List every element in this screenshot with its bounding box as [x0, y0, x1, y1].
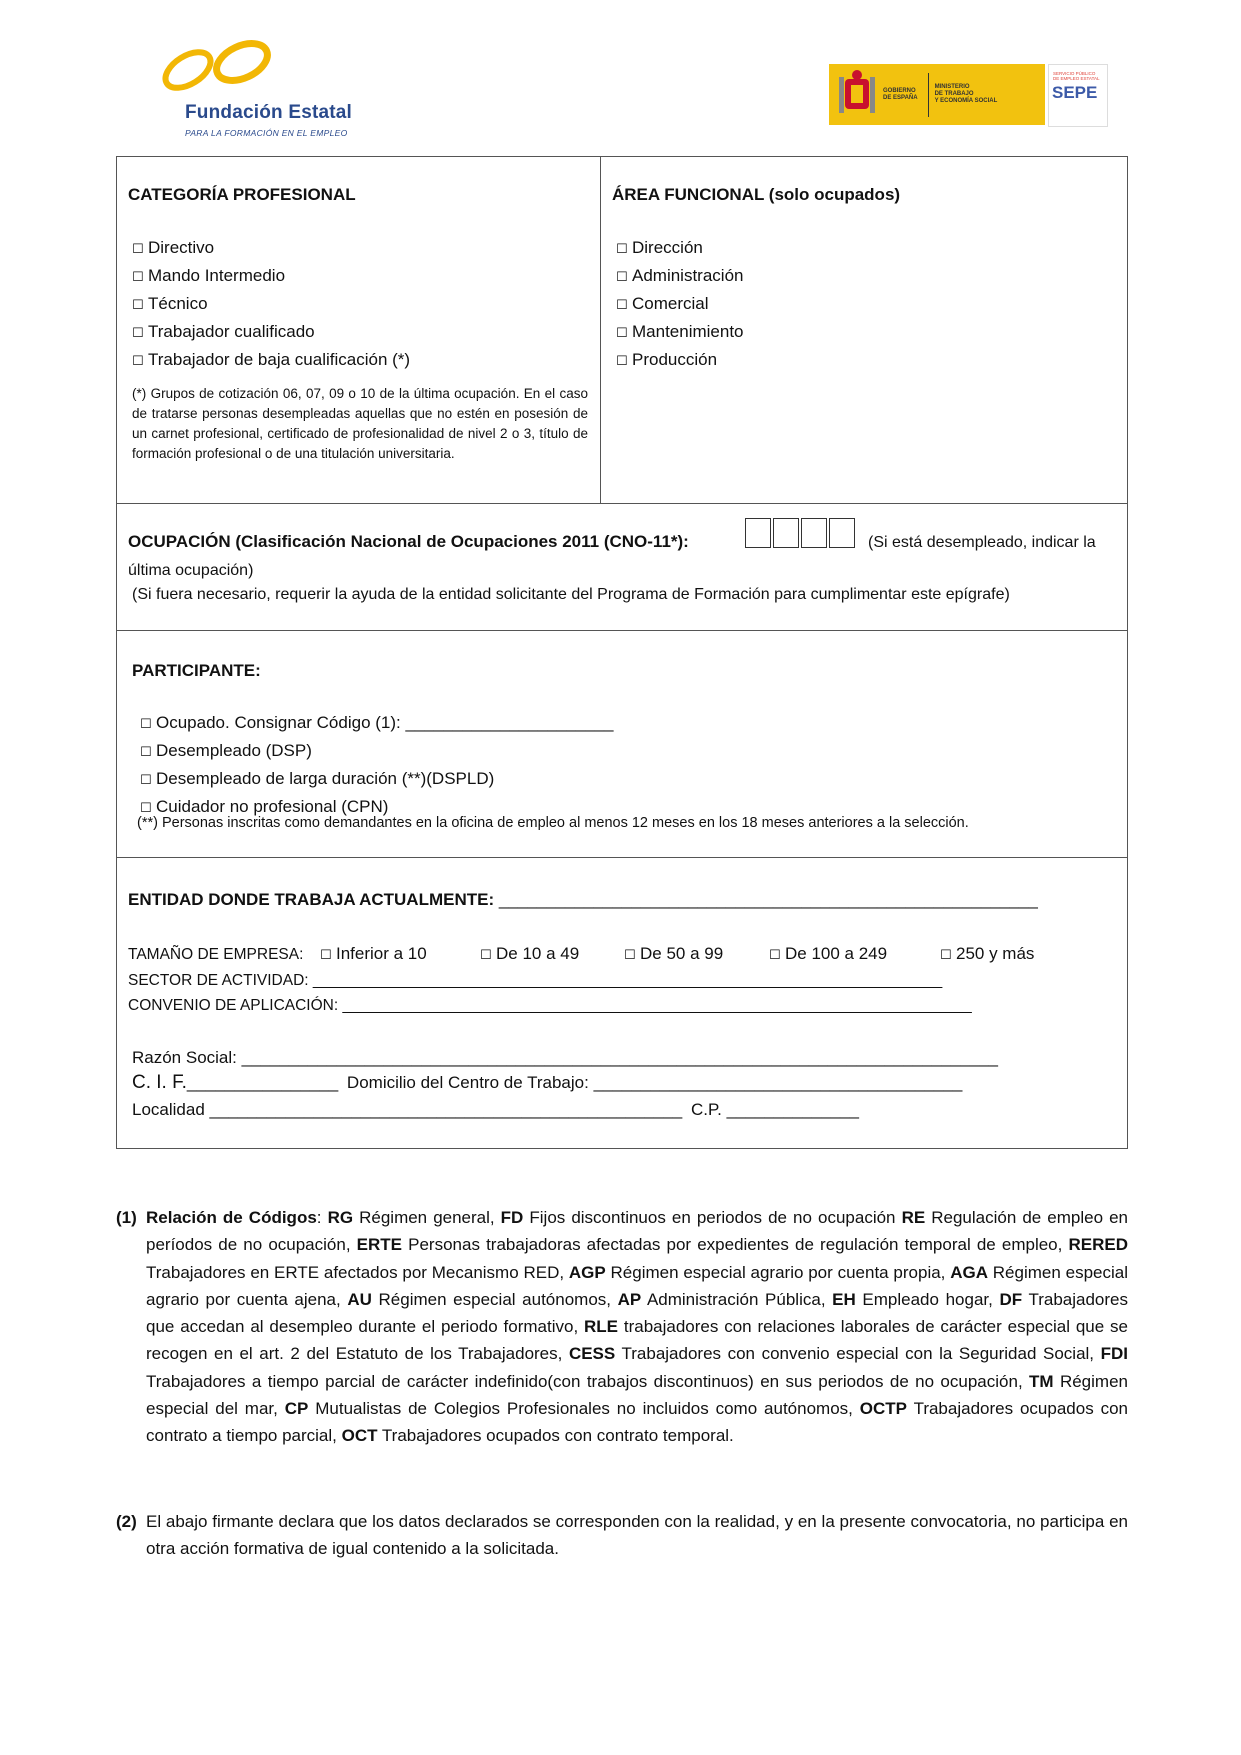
code-abbr: EH — [832, 1289, 856, 1309]
column-divider — [600, 156, 601, 504]
checkbox-icon[interactable]: ☐ — [140, 717, 152, 732]
localidad-label: Localidad — [132, 1100, 205, 1119]
code-description: Trabajadores en ERTE afectados por Mecanismo RED, — [146, 1262, 569, 1282]
ministry-label: MINISTERIO DE TRABAJO Y ECONOMÍA SOCIAL — [934, 84, 998, 104]
note-1-number: (1) — [116, 1208, 137, 1227]
participante-options — [140, 710, 613, 822]
code-description: Régimen especial autónomos, — [371, 1289, 618, 1309]
ocupacion-hint-line2: última ocupación) — [128, 562, 254, 579]
checkbox-icon[interactable]: ☐ — [940, 948, 952, 963]
checkbox-icon[interactable]: ☐ — [616, 270, 628, 285]
code-abbr: DF — [999, 1289, 1023, 1309]
entidad-title: ENTIDAD DONDE TRABAJA ACTUALMENTE: — [128, 890, 495, 909]
sector-input[interactable]: _________________________________________________________________________ — [312, 972, 943, 989]
divider — [116, 503, 1128, 504]
cif-label: C. I. F. — [132, 1072, 187, 1093]
code-abbr: AGP — [568, 1262, 606, 1282]
ocupacion-title: OCUPACIÓN (Clasificación Nacional de Ocupaciones 2011 (CNO-11*): — [128, 532, 689, 551]
checkbox-icon[interactable]: ☐ — [320, 948, 332, 963]
code-description: Empleado hogar, — [855, 1289, 1000, 1309]
checkbox-icon[interactable]: ☐ — [140, 773, 152, 788]
code-description: Fijos discontinuos en periodos de no ocupación — [523, 1208, 902, 1227]
participante-title: PARTICIPANTE: — [132, 661, 261, 680]
foundation-subtitle: PARA LA FORMACIÓN EN EL EMPLEO — [185, 128, 348, 138]
tamano-option-5[interactable]: ☐ 250 y más — [940, 944, 1035, 963]
fundae-logo-icon — [150, 34, 285, 96]
option-tecnico[interactable]: ☐ Técnico — [132, 291, 410, 319]
code-abbr: FDI — [1100, 1344, 1128, 1364]
codes-lead: Relación de Códigos — [146, 1208, 317, 1227]
code-description: Régimen especial del mar, — [146, 1371, 1128, 1419]
ocupacion-hint: (Si está desempleado, indicar la — [868, 534, 1096, 551]
code-description: Trabajadores que accedan al desempleo durante el periodo formativo, — [146, 1289, 1129, 1337]
code-abbr: OCT — [341, 1426, 378, 1446]
code-description: trabajadores con relaciones laborales de carácter especial que se recogen en el art. 2 del Estatuto de los Trabajadores, — [146, 1317, 1128, 1364]
area-options — [616, 235, 744, 375]
option-administracion[interactable]: ☐ Administración — [616, 263, 744, 291]
option-comercial[interactable]: ☐ Comercial — [616, 291, 744, 319]
code-abbr: RERED — [1068, 1235, 1128, 1255]
code-description: Administración Pública, — [641, 1289, 833, 1309]
code-entry — [832, 1290, 999, 1309]
cif-input[interactable]: ________________ — [186, 1073, 339, 1092]
note-2-text: El abajo firmante declara que los datos declarados se corresponden con la realidad, y en la presente convocatoria, no participa en otra acción formativa de igual contenido a la solicitada. — [146, 1512, 1128, 1559]
code-description: Trabajadores a tiempo parcial de carácter indefinido(con trabajos discontinuos) en sus periodos de no ocupación, — [146, 1371, 1030, 1391]
participante-footnote: (**) Personas inscritas como demandantes en la oficina de empleo al menos 12 meses en los 18 meses anteriores a la selección. — [137, 815, 969, 831]
option-trabajador-cualificado[interactable]: ☐ Trabajador cualificado — [132, 319, 410, 347]
domicilio-input[interactable]: _______________________________________ — [593, 1073, 963, 1092]
option-cuidador[interactable]: ☐ Cuidador no profesional (CPN) — [140, 794, 613, 822]
localidad-input[interactable]: __________________________________________________ — [209, 1100, 683, 1119]
option-produccion[interactable]: ☐ Producción — [616, 347, 744, 375]
code-description: Régimen general, — [353, 1208, 501, 1227]
code-digit-input[interactable] — [829, 518, 855, 548]
cif-row — [132, 1072, 962, 1094]
code-description: Trabajadores con convenio especial con la Seguridad Social, — [615, 1344, 1101, 1364]
convenio-input[interactable]: _________________________________________________________________________ — [342, 997, 972, 1014]
option-larga-duracion[interactable]: ☐ Desempleado de larga duración (**)(DSPLD) — [140, 766, 613, 794]
checkbox-icon[interactable]: ☐ — [140, 745, 152, 760]
convenio-label: CONVENIO DE APLICACIÓN: — [128, 997, 339, 1014]
divider — [116, 630, 1128, 631]
checkbox-icon[interactable]: ☐ — [132, 270, 144, 285]
code-entry — [618, 1290, 833, 1309]
checkbox-icon[interactable]: ☐ — [616, 326, 628, 341]
entidad-row — [128, 890, 1038, 910]
note-1 — [116, 1204, 1128, 1450]
option-desempleado[interactable]: ☐ Desempleado (DSP) — [140, 738, 613, 766]
sector-row — [128, 972, 942, 990]
foundation-name: Fundación Estatal — [185, 102, 353, 123]
option-baja-cualificacion[interactable]: ☐ Trabajador de baja cualificación (*) — [132, 347, 410, 375]
code-entry — [569, 1263, 950, 1282]
code-entry — [357, 1235, 1069, 1254]
tamano-option-2[interactable]: ☐ De 10 a 49 — [480, 944, 580, 963]
code-abbr: FD — [500, 1208, 524, 1227]
tamano-row — [128, 946, 303, 964]
code-digit-input[interactable] — [745, 518, 771, 548]
code-abbr: AP — [617, 1289, 642, 1309]
checkbox-icon[interactable]: ☐ — [616, 242, 628, 257]
code-entry — [285, 1399, 860, 1418]
code-description: Régimen especial agrario por cuenta ajena, — [146, 1262, 1128, 1309]
checkbox-icon[interactable]: ☐ — [480, 948, 492, 963]
option-direccion[interactable]: ☐ Dirección — [616, 235, 744, 263]
code-abbr: ERTE — [356, 1235, 403, 1255]
code-description: Regulación de empleo en períodos de no ocupación, — [146, 1208, 1129, 1255]
checkbox-icon[interactable]: ☐ — [624, 948, 636, 963]
checkbox-icon[interactable]: ☐ — [132, 298, 144, 313]
categoria-options — [132, 235, 410, 375]
code-abbr: AU — [347, 1289, 372, 1309]
code-entry — [328, 1208, 501, 1227]
code-abbr: CESS — [568, 1344, 616, 1364]
categoria-footnote: (*) Grupos de cotización 06, 07, 09 o 10 de la última ocupación. En el caso de tratarse personas desempleadas aquellas que no estén en posesión de un carnet profesional, certificado de profesionalidad de nivel 2 o 3, título de formación profesional o de una titulación universitaria. — [132, 386, 588, 461]
note-2 — [116, 1508, 1128, 1563]
razon-label: Razón Social: — [132, 1048, 237, 1067]
cp-input[interactable]: ______________ — [726, 1100, 859, 1119]
localidad-row — [132, 1100, 859, 1120]
ocupacion-help: (Si fuera necesario, requerir la ayuda de la entidad solicitante del Programa de Formación para cumplimentar este epígrafe) — [132, 586, 1010, 603]
checkbox-icon[interactable]: ☐ — [616, 298, 628, 313]
coat-of-arms-icon — [837, 69, 877, 121]
code-abbr: RG — [327, 1208, 354, 1227]
code-entry — [347, 1290, 617, 1309]
cp-label: C.P. — [690, 1100, 722, 1119]
code-description: Trabajadores ocupados con contrato a tiempo parcial, — [146, 1399, 1128, 1446]
note-2-number: (2) — [116, 1512, 137, 1531]
codes-list: Relación de Códigos: RG Régimen general, FD Fijos discontinuos en periodos de no ocupación RE Regulación de empleo en períodos de no ocupación, ERTE Personas trabajadoras afectadas por expedientes de regulación temporal de empleo, RERED Trabajadores en ERTE afectados por Mecanismo RED, AGP Régimen especial agrario por cuenta propia, AGA Régimen especial agrario por cuenta ajena, AU Régimen especial autónomos, AP Administración Pública, EH Empleado hogar, DF Trabajadores que accedan al desempleo durante el periodo formativo, RLE trabajadores con relaciones laborales de carácter especial que se recogen en el art. 2 del Estatuto de los Trabajadores, CESS Trabajadores con convenio especial con la Seguridad Social, FDI Trabajadores a tiempo parcial de carácter indefinido(con trabajos discontinuos) en sus periodos de no ocupación, TM Régimen especial del mar, CP Mutualistas de Colegios Profesionales no incluidos como autónomos, OCTP Trabajadores ocupados con contrato a tiempo parcial, OCT Trabajadores ocupados con contrato temporal. — [146, 1208, 1129, 1446]
code-entry — [501, 1208, 902, 1227]
option-mando-intermedio[interactable]: ☐ Mando Intermedio — [132, 263, 410, 291]
option-directivo[interactable]: ☐ Directivo — [132, 235, 410, 263]
razon-input[interactable]: ________________________________________________________________________________ — [241, 1048, 998, 1067]
sector-label: SECTOR DE ACTIVIDAD: — [128, 972, 309, 989]
checkbox-icon[interactable]: ☐ — [140, 801, 152, 816]
code-abbr: CP — [284, 1399, 309, 1419]
code-abbr: OCTP — [859, 1399, 907, 1419]
divider — [116, 857, 1128, 858]
code-abbr: AGA — [950, 1262, 988, 1282]
checkbox-icon[interactable]: ☐ — [132, 242, 144, 257]
checkbox-icon[interactable]: ☐ — [132, 326, 144, 341]
categoria-title: CATEGORÍA PROFESIONAL — [128, 185, 356, 204]
tamano-label: TAMAÑO DE EMPRESA: — [128, 946, 304, 963]
domicilio-label: Domicilio del Centro de Trabajo: — [346, 1073, 589, 1092]
convenio-row — [128, 997, 972, 1015]
checkbox-icon[interactable]: ☐ — [616, 354, 628, 369]
tamano-option-1[interactable]: ☐ Inferior a 10 — [320, 944, 427, 963]
code-description: Trabajadores ocupados con contrato temporal. — [377, 1426, 734, 1446]
tamano-option-3[interactable]: ☐ De 50 a 99 — [624, 944, 724, 963]
code-digit-input[interactable] — [773, 518, 799, 548]
tamano-option-4[interactable]: ☐ De 100 a 249 — [769, 944, 888, 963]
code-abbr: RLE — [584, 1317, 619, 1337]
cno-code-boxes — [745, 518, 857, 549]
checkbox-icon[interactable]: ☐ — [769, 948, 781, 963]
checkbox-icon[interactable]: ☐ — [132, 354, 144, 369]
code-description: Personas trabajadoras afectadas por expedientes de regulación temporal de empleo, — [402, 1235, 1069, 1255]
option-ocupado[interactable]: ☐ Ocupado. Consignar Código (1): ______________________ — [140, 710, 613, 738]
gov-label: GOBIERNO DE ESPAÑA — [883, 87, 918, 101]
code-abbr: RE — [901, 1208, 926, 1227]
option-mantenimiento[interactable]: ☐ Mantenimiento — [616, 319, 744, 347]
code-description: Mutualistas de Colegios Profesionales no incluidos como autónomos, — [308, 1399, 860, 1419]
entidad-input[interactable]: _________________________________________________________ — [498, 890, 1038, 909]
code-digit-input[interactable] — [801, 518, 827, 548]
sepe-logo: SERVICIO PÚBLICO DE EMPLEO ESTATAL SEPE — [1048, 64, 1108, 127]
government-logo — [829, 64, 1045, 125]
code-description: Régimen especial agrario por cuenta propia, — [605, 1262, 951, 1282]
code-entry — [342, 1426, 734, 1445]
razon-row — [132, 1048, 998, 1068]
area-title: ÁREA FUNCIONAL (solo ocupados) — [612, 185, 901, 204]
code-abbr: TM — [1029, 1371, 1054, 1391]
code-entry — [569, 1344, 1101, 1363]
